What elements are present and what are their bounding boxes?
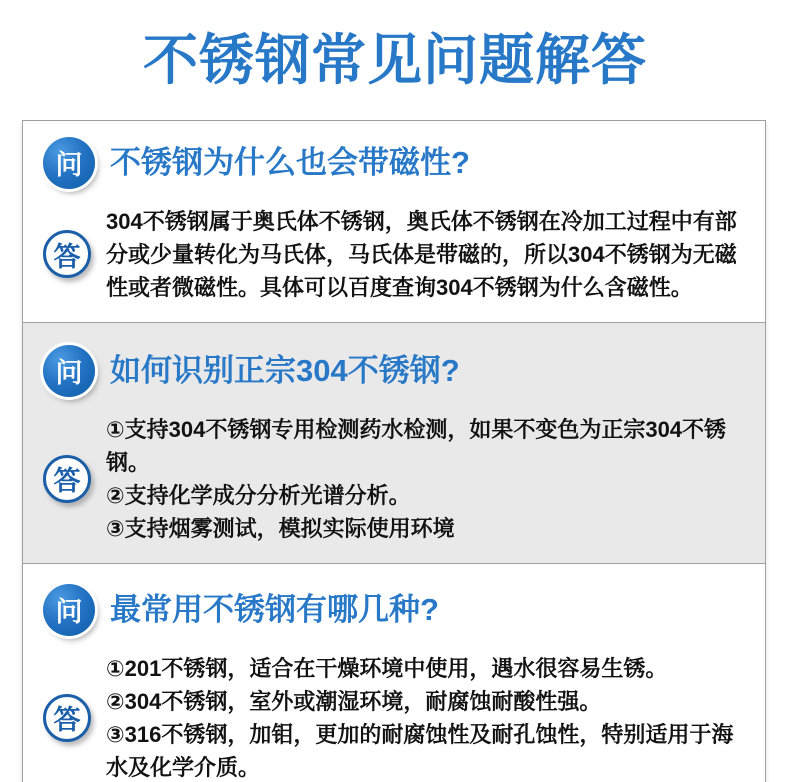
- answer-line: ③支持烟雾测试，模拟实际使用环境: [106, 515, 455, 541]
- question-text: 不锈钢为什么也会带磁性?: [110, 145, 470, 181]
- answer-line: ①支持304不锈钢专用检测药水检测，如果不变色为正宗304不锈钢。: [106, 416, 727, 475]
- faq-container: [22, 120, 766, 782]
- question-badge-icon: 问: [43, 137, 95, 189]
- page-title: 不锈钢常见问题解答: [142, 29, 647, 91]
- question-row: [43, 137, 747, 189]
- answer-text: [106, 652, 746, 782]
- answer-line: ③316不锈钢，加钼，更加的耐腐蚀性及耐孔蚀性，特别适用于海水及化学介质。: [106, 721, 734, 780]
- question-row: [43, 584, 747, 636]
- faq-section-identify-304: [23, 322, 765, 563]
- answer-line: ②304不锈钢，室外或潮湿环境，耐腐蚀耐酸性强。: [106, 688, 602, 714]
- answer-line: ①201不锈钢，适合在干燥环境中使用，遇水很容易生锈。: [106, 655, 668, 681]
- answer-badge-icon: 答: [43, 694, 91, 742]
- faq-section-magnetism: [23, 121, 765, 322]
- faq-section-common-types: [23, 563, 765, 782]
- answer-badge-icon: 答: [43, 455, 91, 503]
- question-row: [43, 345, 747, 397]
- question-text: 最常用不锈钢有哪几种?: [110, 592, 439, 628]
- answer-row: [43, 413, 747, 545]
- answer-text: [106, 413, 746, 545]
- answer-line: ②支持化学成分分析光谱分析。: [106, 482, 411, 508]
- answer-badge-icon: 答: [43, 230, 91, 278]
- question-badge-icon: 问: [43, 345, 95, 397]
- question-badge-icon: 问: [43, 584, 95, 636]
- answer-row: [43, 205, 747, 304]
- answer-text: [106, 205, 746, 304]
- answer-paragraph: 304不锈钢属于奥氏体不锈钢，奥氏体不锈钢在冷加工过程中有部分或少量转化为马氏体，马氏体是带磁的，所以304不锈钢为无磁性或者微磁性。具体可以百度查询304不锈钢为什么含磁性。: [106, 208, 737, 300]
- question-text: 如何识别正宗304不锈钢?: [110, 353, 460, 389]
- answer-row: [43, 652, 747, 782]
